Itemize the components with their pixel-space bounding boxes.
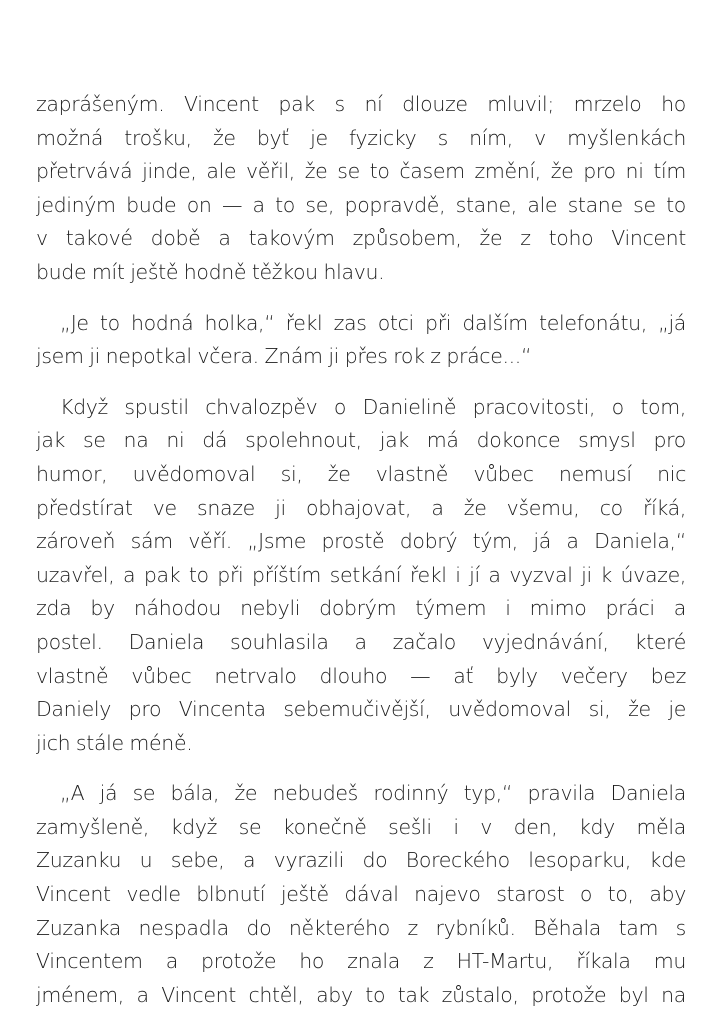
paragraph-3 bbox=[36, 391, 686, 761]
text-line: Daniely pro Vincenta sebemučivější, uvědomoval si, že je bbox=[36, 697, 686, 722]
text-line: „A já se bála, že nebudeš rodinný typ,“ pravila Daniela bbox=[60, 781, 686, 806]
text-line: Zuzanku u sebe, a vyrazili do Boreckého lesoparku, kde bbox=[36, 848, 686, 873]
text-line: zaprášeným. Vincent pak s ní dlouze mluvil; mrzelo ho bbox=[36, 92, 686, 116]
text-line: uzavřel, a pak to při příštím setkání řekl i jí a vyzval ji k úvaze, bbox=[36, 562, 686, 587]
text-line: jménem, a Vincent chtěl, aby to tak zůstalo, protože byl na bbox=[36, 982, 686, 1007]
text-line: Vincentem a protože ho znala z HT-Martu, říkala mu bbox=[36, 949, 686, 974]
text-line: zda by náhodou nebyli dobrým týmem i mimo práci a bbox=[36, 596, 686, 621]
paragraph-4 bbox=[36, 777, 686, 1012]
paragraph-1 bbox=[36, 88, 686, 290]
text-line: vlastně vůbec netrvalo dlouho — ať byly večery bez bbox=[36, 663, 686, 688]
text-line: jediným bude on — a to se, popravdě, stane, ale stane se to bbox=[36, 192, 686, 217]
text-line: přetrvává jinde, ale věřil, že se to časem změní, že pro ni tím bbox=[36, 159, 686, 184]
text-line: humor, uvědomoval si, že vlastně vůbec nemusí nic bbox=[36, 461, 686, 486]
text-line: Vincent vedle blbnutí ještě dával najevo starost o to, aby bbox=[36, 882, 686, 907]
text-line: jsem ji nepotkal včera. Znám ji přes rok z práce...“ bbox=[36, 344, 532, 369]
text-line: jich stále méně. bbox=[36, 730, 193, 755]
text-line: v takové době a takovým způsobem, že z toho Vincent bbox=[36, 226, 686, 251]
text-line: možná trošku, že byť je fyzicky s ním, v myšlenkách bbox=[36, 125, 686, 150]
text-line: Zuzanka nespadla do některého z rybníků. Běhala tam s bbox=[36, 915, 686, 940]
text-line: zamyšleně, když se konečně sešli i v den, kdy měla bbox=[36, 814, 686, 839]
text-line: předstírat ve snaze ji obhajovat, a že všemu, co říká, bbox=[36, 495, 686, 520]
text-line: Když spustil chvalozpěv o Danielině pracovitosti, o tom, bbox=[60, 394, 686, 419]
text-line: jak se na ni dá spolehnout, jak má dokonce smysl pro bbox=[36, 428, 686, 453]
text-line: bude mít ještě hodně těžkou hlavu. bbox=[36, 259, 385, 284]
text-line: zároveň sám věří. „Jsme prostě dobrý tým, já a Daniela,“ bbox=[36, 529, 686, 554]
text-line: „Je to hodná holka,“ řekl zas otci při dalším telefonátu, „já bbox=[60, 310, 686, 335]
book-page bbox=[36, 88, 686, 1029]
text-line: postel. Daniela souhlasila a začalo vyjednávání, které bbox=[36, 629, 686, 654]
paragraph-2 bbox=[36, 307, 686, 374]
